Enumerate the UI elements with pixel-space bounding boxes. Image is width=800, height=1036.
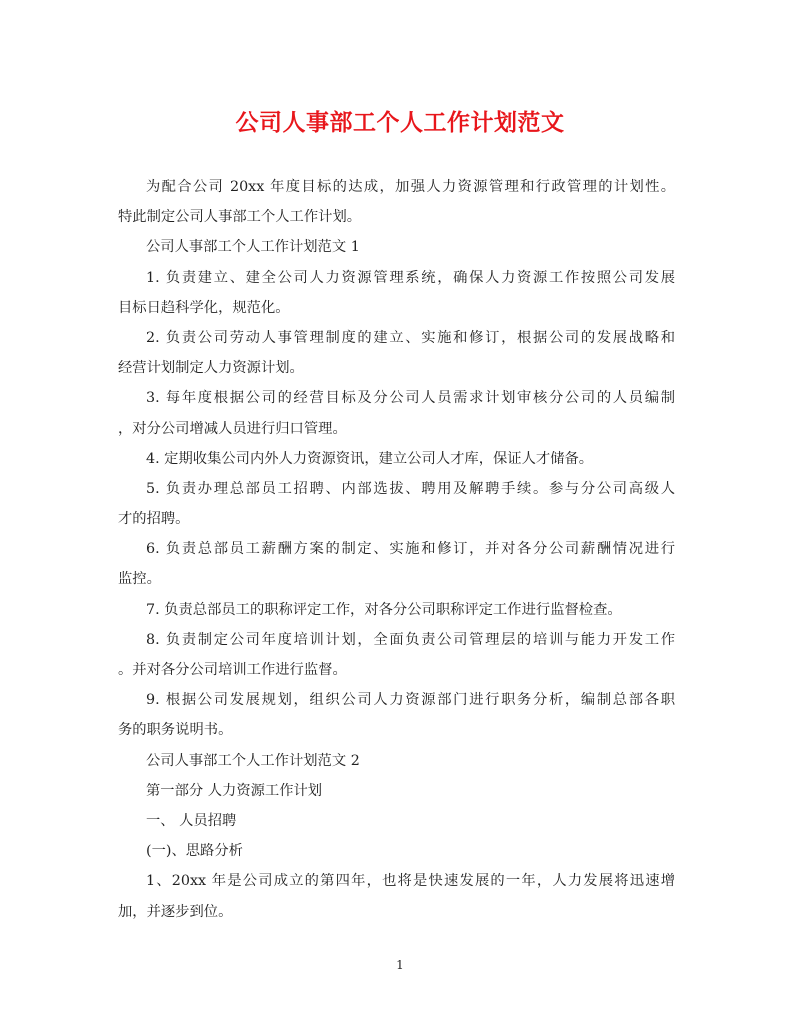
- text-line: 7. 负责总部员工的职称评定工作，对各分公司职称评定工作进行监督检查。: [146, 601, 622, 618]
- paragraph: [118, 537, 675, 597]
- text-line: 加，并逐步到位。: [118, 903, 233, 920]
- text-line: 5. 负责办理总部员工招聘、内部选拔、聘用及解聘手续。参与分公司高级人: [146, 480, 675, 497]
- paragraph: [118, 235, 675, 265]
- text-line: 2. 负责公司劳动人事管理制度的建立、实施和修订，根据公司的发展战略和: [146, 329, 675, 346]
- text-line: 1. 负责建立、建全公司人力资源管理系统，确保人力资源工作按照公司发展: [146, 269, 675, 286]
- text-line: 8. 负责制定公司年度培训计划，全面负责公司管理层的培训与能力开发工作: [146, 631, 675, 648]
- page-number: 1: [396, 958, 404, 972]
- paragraph: [118, 809, 675, 839]
- paragraph: [118, 869, 675, 929]
- text-line: 1、20xx 年是公司成立的第四年，也将是快速发展的一年，人力发展将迅速增: [146, 873, 675, 890]
- text-line: 目标日趋科学化，规范化。: [118, 299, 290, 316]
- text-line: 3. 每年度根据公司的经营目标及分公司人员需求计划审核分公司的人员编制: [146, 390, 675, 407]
- paragraph: [118, 266, 675, 326]
- text-line: 6. 负责总部员工薪酬方案的制定、实施和修订，并对各分公司薪酬情况进行: [146, 541, 675, 558]
- paragraph: [118, 447, 675, 477]
- text-line: 。并对各分公司培训工作进行监督。: [118, 662, 347, 678]
- text-line: 经营计划制定人力资源计划。: [118, 360, 304, 377]
- text-line: 公司人事部工个人工作计划范文 1: [146, 239, 360, 256]
- text-line: (一)、思路分析: [146, 843, 243, 860]
- text-line: 才的招聘。: [118, 511, 190, 528]
- text-line: 4. 定期收集公司内外人力资源资讯，建立公司人才库，保证人才储备。: [146, 450, 594, 467]
- document-title: 公司人事部工个人工作计划范文: [235, 110, 565, 136]
- paragraph: [118, 688, 675, 748]
- paragraph: [118, 779, 675, 809]
- paragraph: [118, 839, 675, 869]
- paragraph: [118, 386, 675, 446]
- text-line: 为配合公司 20xx 年度目标的达成，加强人力资源管理和行政管理的计划性。: [146, 179, 675, 195]
- paragraph: [118, 749, 675, 779]
- paragraph: [118, 598, 675, 628]
- paragraph: [118, 175, 675, 235]
- text-line: 9. 根据公司发展规划，组织公司人力资源部门进行职务分析，编制总部各职: [146, 692, 675, 709]
- document-body: [118, 175, 675, 930]
- text-line: 公司人事部工个人工作计划范文 2: [146, 752, 360, 769]
- text-line: 第一部分 人力资源工作计划: [146, 782, 323, 799]
- paragraph: [118, 477, 675, 537]
- paragraph: [118, 628, 675, 688]
- text-line: ，对分公司增减人员进行归口管理。: [118, 420, 347, 437]
- text-line: 务的职务说明书。: [118, 722, 233, 739]
- paragraph: [118, 326, 675, 386]
- text-line: 监控。: [118, 571, 161, 588]
- text-line: 特此制定公司人事部工个人工作计划。: [118, 209, 362, 226]
- text-line: 一、 人员招聘: [146, 812, 237, 829]
